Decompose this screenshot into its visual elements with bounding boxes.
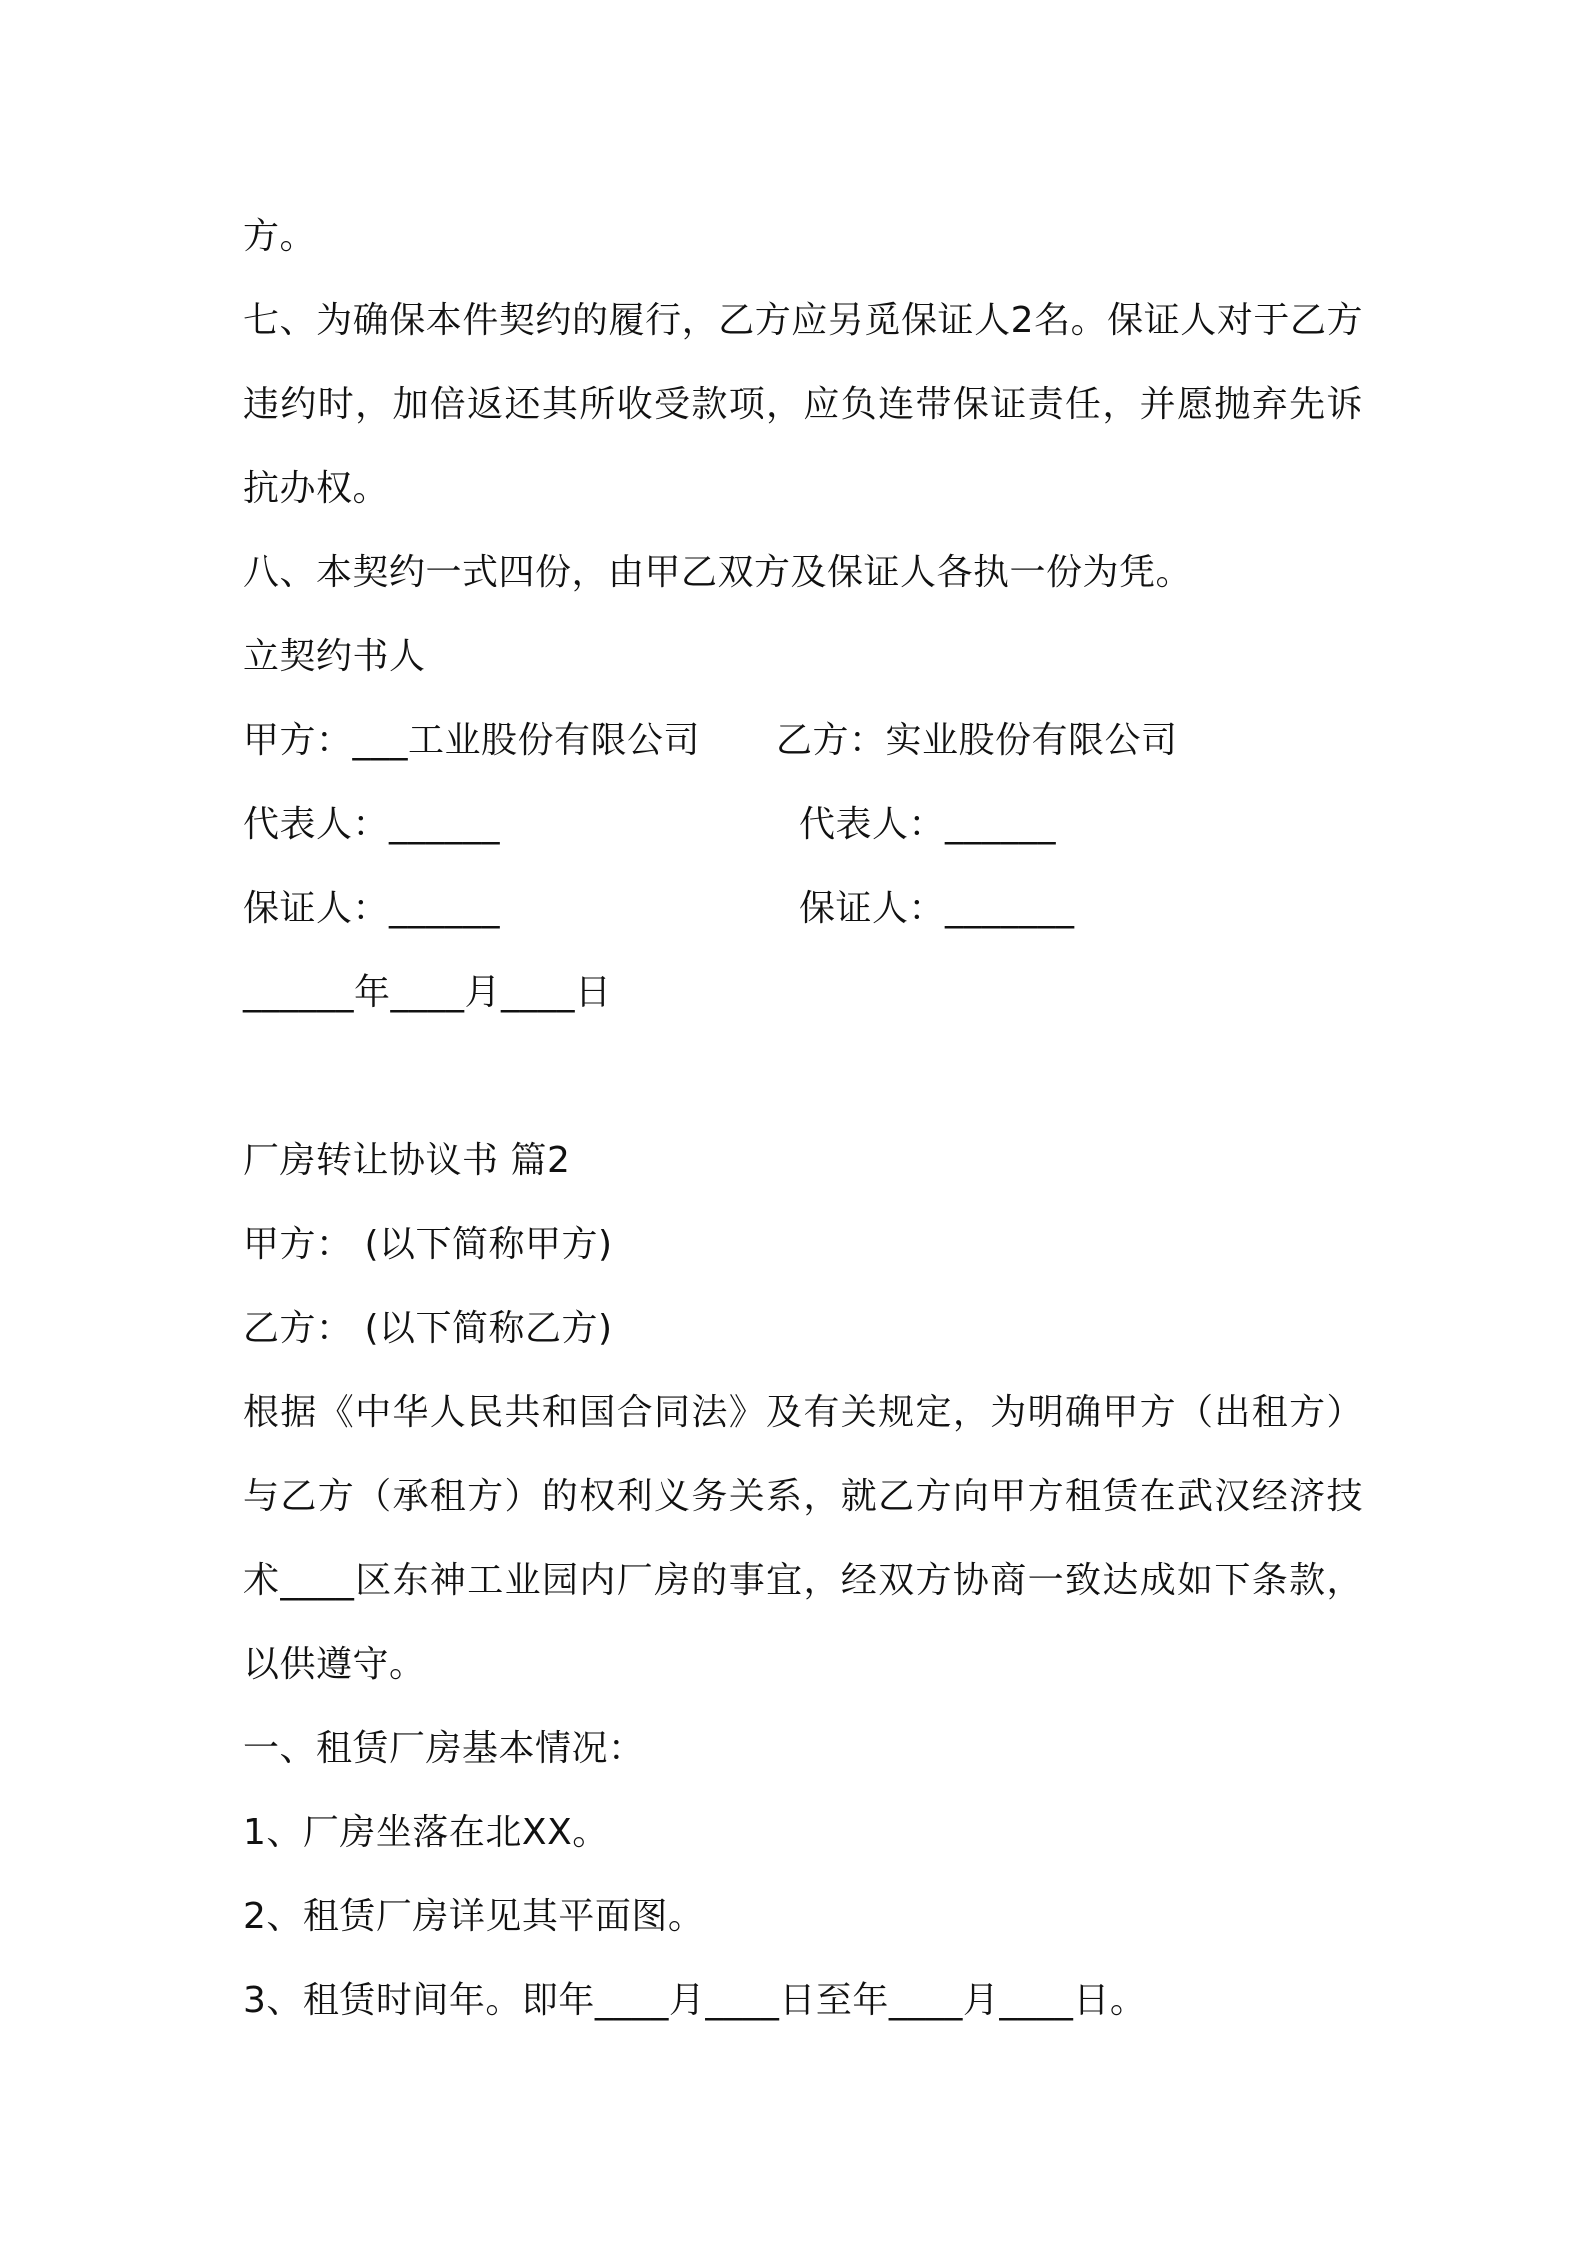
clause-eight: 八、本契约一式四份，由甲乙双方及保证人各执一份为凭。 bbox=[243, 552, 1193, 593]
section-two-party-a: 甲方： (以下简称甲方) bbox=[243, 1224, 613, 1265]
section-two-heading-one: 一、租赁厂房基本情况： bbox=[243, 1728, 645, 1769]
party-b-line: 乙方：实业股份有限公司 bbox=[776, 720, 1178, 761]
party-row bbox=[243, 699, 1363, 783]
section-two-party-b: 乙方： (以下简称乙方) bbox=[243, 1308, 613, 1349]
representative-b-line: 代表人：______ bbox=[799, 804, 1057, 845]
section-two-item-two: 2、租赁厂房详见其平面图。 bbox=[243, 1896, 705, 1937]
signers-heading: 立契约书人 bbox=[243, 636, 426, 677]
guarantor-b-line: 保证人：_______ bbox=[799, 888, 1075, 929]
section-two-title: 厂房转让协议书 篇2 bbox=[243, 1140, 571, 1181]
text-line-continuation: 方。 bbox=[243, 216, 317, 257]
section-spacer bbox=[243, 1035, 1363, 1119]
clause-seven: 七、为确保本件契约的履行，乙方应另觅保证人2名。保证人对于乙方违约时，加倍返还其所收受款项，应负连带保证责任，并愿抛弃先诉抗办权。 bbox=[243, 300, 1363, 509]
guarantor-row bbox=[243, 867, 1363, 951]
representative-row bbox=[243, 783, 1363, 867]
party-a-line: 甲方：___工业股份有限公司 bbox=[243, 720, 701, 761]
date-line: ______年____月____日 bbox=[243, 972, 612, 1013]
section-two-intro: 根据《中华人民共和国合同法》及有关规定，为明确甲方（出租方）与乙方（承租方）的权利义务关系，就乙方向甲方租赁在武汉经济技术____区东神工业园内厂房的事宜，经双方协商一致达成如下条款，以供遵守。 bbox=[243, 1392, 1363, 1685]
section-two-item-three: 3、租赁时间年。即年____月____日至年____月____日。 bbox=[243, 1980, 1147, 2021]
section-two-item-one: 1、厂房坐落在北XX。 bbox=[243, 1812, 609, 1853]
document-body bbox=[243, 195, 1363, 2043]
representative-a-line: 代表人：______ bbox=[243, 804, 501, 845]
guarantor-a-line: 保证人：______ bbox=[243, 888, 501, 929]
